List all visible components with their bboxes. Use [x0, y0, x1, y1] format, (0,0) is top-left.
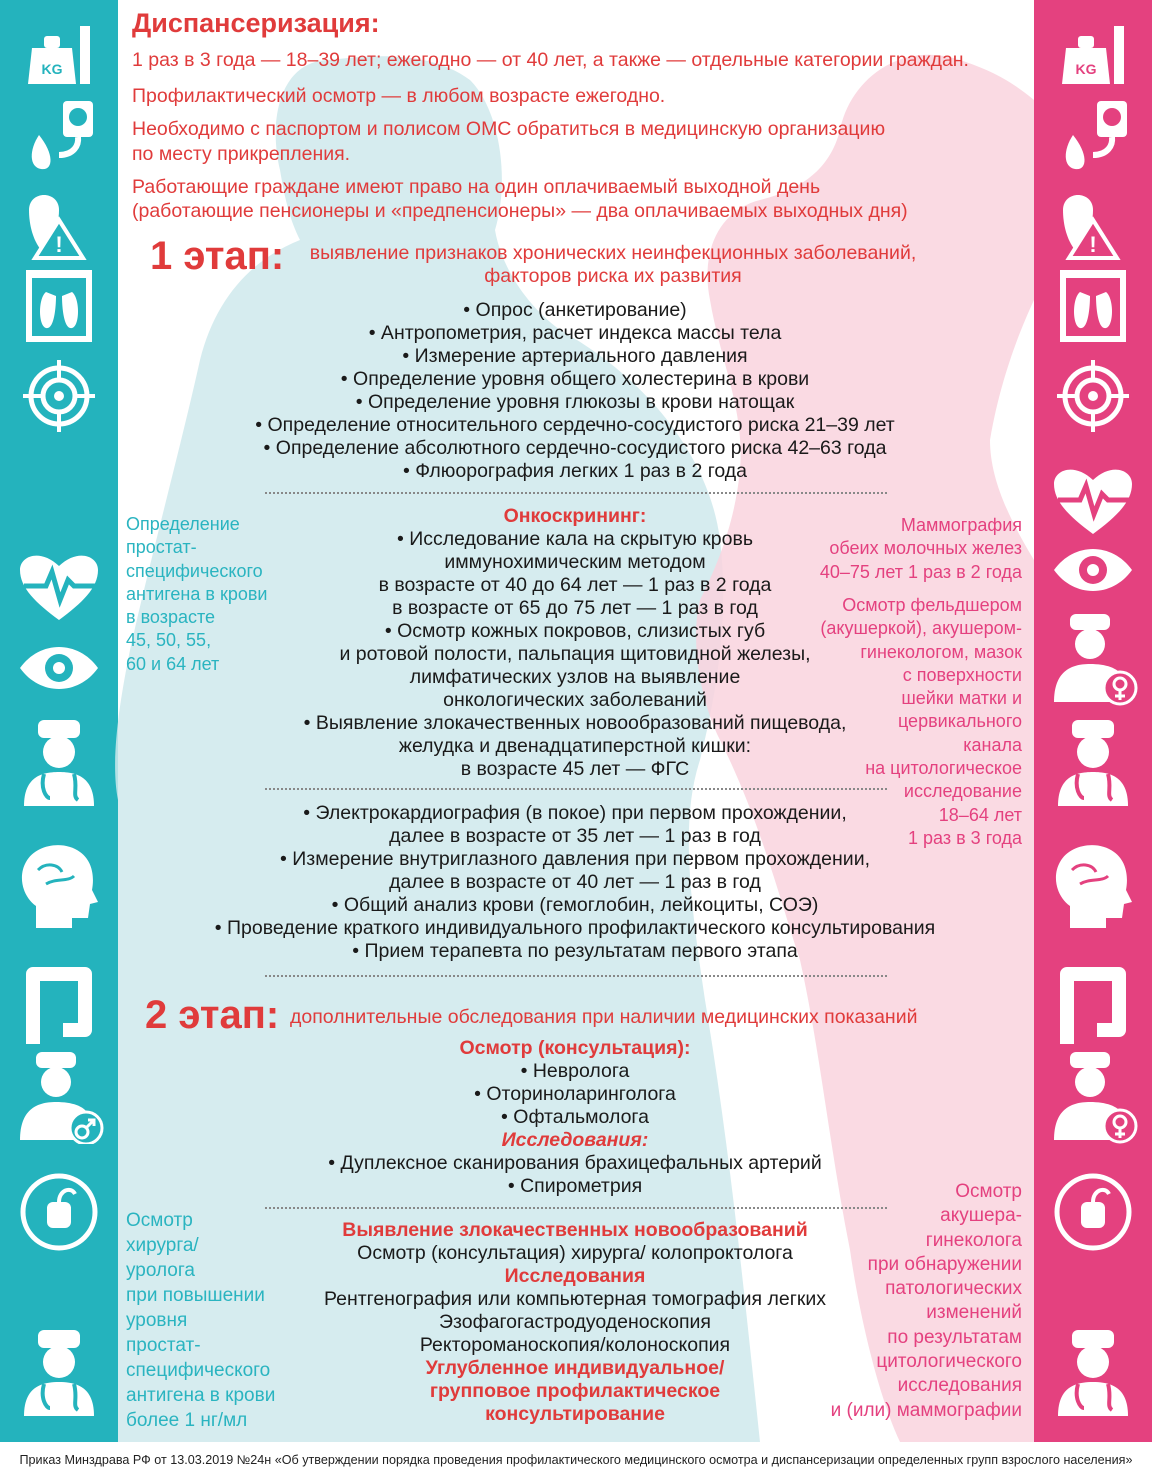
research-title: Исследования:	[501, 1129, 649, 1151]
note-line: 1 раз в 3 года	[908, 827, 1022, 848]
women-note-cytology	[820, 594, 1022, 850]
female-doctor-icon	[1046, 610, 1140, 706]
deep-consult-line: Углубленное индивидуальное/	[425, 1357, 725, 1379]
note-line: на цитологическое	[865, 758, 1022, 779]
list-item: • Офтальмолога	[501, 1106, 649, 1128]
brain-head-icon	[1046, 840, 1140, 930]
list-item: • Спирометрия	[507, 1175, 643, 1197]
note-line: хирурга/	[126, 1235, 199, 1256]
list-item: • Электрокардиография (в покое) при первом прохождении,	[303, 802, 847, 824]
list-item: • Исследование кала на скрытую кровь	[397, 528, 753, 550]
header-line-4: по месту прикрепления.	[132, 143, 351, 165]
note-line: антигена в крови	[126, 583, 268, 604]
note-line: шейки матки и	[901, 688, 1022, 709]
stage2-malignancy	[215, 1219, 935, 1426]
list-item: • Измерение внутриглазного давления при первом прохождении,	[280, 848, 870, 870]
list-item: далее в возрасте от 35 лет — 1 раз в год	[389, 825, 761, 847]
stage1-desc-line-2: факторов риска их развития	[484, 265, 742, 287]
eye-icon	[1046, 542, 1140, 598]
note-line: при обнаружении	[867, 1253, 1022, 1275]
list-item: • Прием терапевта по результатам первого этапа	[352, 940, 798, 962]
list-item: в возрасте от 65 до 75 лет — 1 раз в год	[392, 597, 758, 619]
divider	[265, 788, 887, 790]
note-line: при повышении	[126, 1285, 265, 1306]
page-title: Диспансеризация:	[132, 8, 380, 38]
list-item: лимфатических узлов на выявление	[409, 666, 741, 688]
deep-consult-line: консультирование	[485, 1403, 665, 1425]
header-line-2: Профилактический осмотр — в любом возрасте ежегодно.	[132, 85, 666, 107]
list-item: • Определение абсолютного сердечно-сосудистого риска 42–63 года	[263, 437, 887, 459]
note-line: уролога	[126, 1260, 195, 1281]
svg-text:!: !	[1089, 232, 1097, 257]
note-line: акушера-	[940, 1205, 1022, 1227]
note-line: цитологического	[876, 1351, 1022, 1373]
female-doctor-icon	[1046, 1048, 1140, 1144]
list-item: • Выявление злокачественных новообразований пищевода,	[303, 712, 847, 734]
target-icon	[1046, 358, 1140, 434]
note-line: с поверхности	[902, 664, 1022, 685]
lungs-xray-icon	[12, 268, 106, 344]
header-line-5: Работающие граждане имеют право на один оплачиваемый выходной день	[132, 176, 821, 198]
header-line-3: Необходимо с паспортом и полисом ОМС обратиться в медицинскую организацию	[132, 118, 886, 140]
doctor-stethoscope-icon	[1046, 1326, 1140, 1418]
note-line: Осмотр	[955, 1181, 1022, 1202]
header-line-1: 1 раз в 3 года — 18–39 лет; ежегодно — от 40 лет, а также — отдельные категории граждан.	[132, 49, 969, 71]
note-line: гинеколога	[925, 1229, 1022, 1251]
note-line: исследование	[903, 781, 1022, 802]
note-line: канала	[963, 734, 1022, 755]
note-line: простат-	[126, 537, 197, 558]
footer-source: Приказ Минздрава РФ от 13.03.2019 №24н «Об утверждении порядка проведения профилактического медицинского осмотра и диспансеризации определенных групп взрослого населения»	[0, 1442, 1152, 1478]
note-line: изменений	[926, 1302, 1022, 1324]
heart-pulse-icon	[12, 548, 106, 624]
ultrasound-icon	[1046, 1170, 1140, 1254]
list-item: • Невролога	[520, 1060, 630, 1082]
list-item: в возрасте от 40 до 64 лет — 1 раз в 2 года	[378, 574, 772, 596]
list-item: • Флюорография легких 1 раз в 2 года	[402, 460, 748, 482]
weight-ruler-icon	[12, 20, 106, 90]
list-item: иммунохимическим методом	[444, 551, 706, 573]
kg-label: KG	[41, 61, 63, 77]
blood-pressure-icon	[12, 95, 106, 175]
note-line: обеих молочных желез	[829, 538, 1022, 559]
note-line: 18–64 лет	[938, 804, 1022, 825]
note-line: и (или) маммографии	[830, 1399, 1022, 1421]
note-line: Осмотр	[126, 1210, 193, 1231]
note-line: Осмотр фельдшером	[842, 595, 1022, 615]
malig-title: Выявление злокачественных новообразований	[342, 1219, 808, 1241]
stage2-desc: дополнительные обследования при наличии медицинских показаний	[290, 1006, 918, 1028]
doctor-icon	[1046, 716, 1140, 808]
note-line: исследования	[897, 1375, 1022, 1397]
weight-ruler-icon	[1046, 20, 1140, 90]
header-line-6: (работающие пенсионеры и «предпенсионеры» — два оплачиваемых выходных дня)	[132, 200, 908, 222]
heart-pulse-icon	[1046, 462, 1140, 538]
list-item: • Измерение артериального давления	[402, 345, 748, 367]
doctor-stethoscope-icon	[12, 1326, 106, 1418]
men-note-psa	[126, 513, 267, 676]
kg-label: KG	[1075, 61, 1097, 77]
list-item: • Антропометрия, расчет индекса массы тела	[368, 322, 782, 344]
men-note-urologist	[126, 1208, 275, 1433]
malig-line: Осмотр (консультация) хирурга/ колопроктолога	[357, 1242, 793, 1264]
target-icon	[12, 358, 106, 434]
list-item: • Осмотр кожных покровов, слизистых губ	[384, 620, 766, 642]
women-note-mammography	[820, 514, 1022, 584]
note-line: гинекологом, мазок	[860, 641, 1022, 662]
list-item: • Дуплексное сканирования брахицефальных артерий	[328, 1152, 822, 1174]
onco-title: Онкоскрининг:	[503, 505, 647, 527]
note-line: по результатам	[887, 1326, 1022, 1348]
women-note-gynecologist	[831, 1180, 1022, 1423]
divider	[265, 492, 887, 494]
note-line: (акушеркой), акушером-	[820, 618, 1022, 639]
stage1-items	[180, 299, 970, 483]
list-item: • Проведение краткого индивидуального профилактического консультирования	[214, 917, 936, 939]
svg-text:!: !	[55, 232, 63, 257]
stage2-consult	[215, 1037, 935, 1198]
list-item: Ректороманоскопия/колоноскопия	[419, 1334, 731, 1356]
list-item: • Определение относительного сердечно-сосудистого риска 21–39 лет	[255, 414, 895, 436]
male-doctor-icon	[12, 1048, 106, 1144]
stage1-label: 1 этап:	[150, 234, 285, 278]
note-line: Определение	[126, 514, 240, 534]
note-line: более 1 нг/мл	[126, 1410, 248, 1431]
note-line: уровня	[126, 1310, 188, 1331]
list-item: далее в возрасте от 40 лет — 1 раз в год	[389, 871, 761, 893]
heart-warning-icon	[12, 180, 106, 260]
blood-pressure-icon	[1046, 95, 1140, 175]
divider	[265, 975, 887, 977]
note-line: в возрасте	[126, 607, 216, 628]
list-item: • Опрос (анкетирование)	[463, 299, 687, 321]
intestine-icon	[1046, 960, 1140, 1046]
list-item: • Оториноларинголога	[474, 1083, 676, 1105]
heart-warning-icon	[1046, 180, 1140, 260]
list-item: Рентгенография или компьютерная томография легких	[323, 1288, 827, 1310]
divider	[265, 1207, 887, 1209]
malig-research-title: Исследования	[504, 1265, 646, 1287]
stage1-desc	[290, 242, 936, 288]
note-line: 60 и 64 лет	[126, 653, 220, 674]
note-line: Маммография	[900, 515, 1022, 535]
intestine-icon	[12, 960, 106, 1046]
lungs-xray-icon	[1046, 268, 1140, 344]
list-item: в возрасте 45 лет — ФГС	[460, 758, 690, 780]
doctor-icon	[12, 716, 106, 808]
consult-title: Осмотр (консультация):	[459, 1037, 691, 1059]
list-item: и ротовой полости, пальпация щитовидной железы,	[339, 643, 811, 665]
note-line: 40–75 лет 1 раз в 2 года	[819, 561, 1022, 582]
ultrasound-icon	[12, 1170, 106, 1254]
list-item: • Определение уровня глюкозы в крови натощак	[355, 391, 795, 413]
list-item: • Общий анализ крови (гемоглобин, лейкоциты, СОЭ)	[331, 894, 819, 916]
deep-consult-line: групповое профилактическое	[429, 1380, 721, 1402]
stage2-label: 2 этап:	[145, 993, 280, 1037]
list-item: • Определение уровня общего холестерина в крови	[340, 368, 810, 390]
note-line: простат-	[126, 1335, 201, 1356]
brain-head-icon	[12, 840, 106, 930]
eye-icon	[12, 640, 106, 696]
note-line: патологических	[885, 1278, 1022, 1300]
stage1-desc-line-1: выявление признаков хронических неинфекционных заболеваний,	[309, 242, 917, 264]
list-item: Эзофагогастродуоденоскопия	[439, 1311, 711, 1333]
note-line: 45, 50, 55,	[126, 630, 212, 651]
note-line: специфического	[126, 560, 263, 581]
note-line: специфического	[126, 1360, 271, 1381]
list-item: онкологических заболеваний	[443, 689, 707, 711]
note-line: цервикального	[897, 711, 1022, 732]
note-line: антигена в крови	[126, 1385, 276, 1406]
list-item: желудка и двенадцатиперстной кишки:	[398, 735, 752, 757]
